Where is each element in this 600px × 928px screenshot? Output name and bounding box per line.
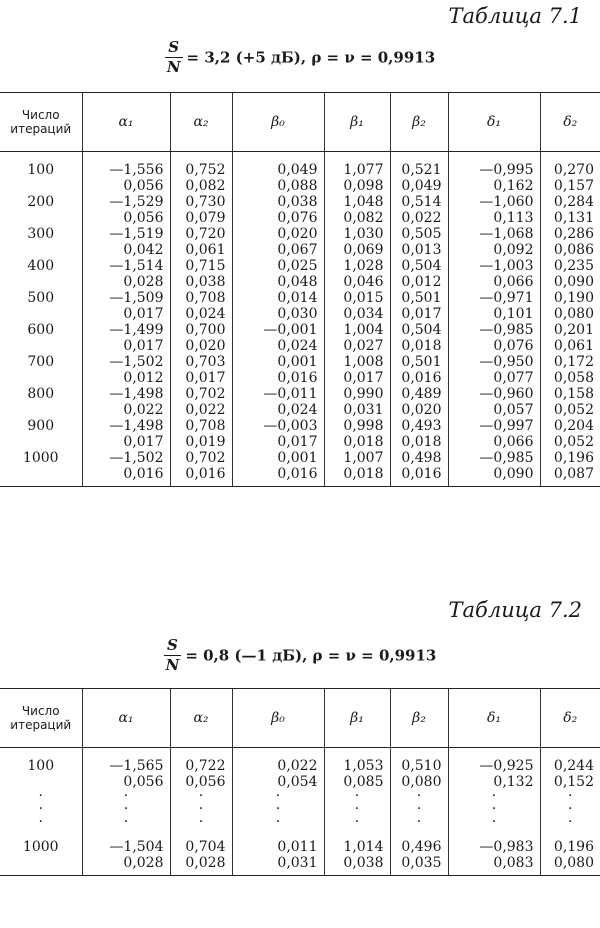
table-row [0, 402, 600, 418]
table-row [0, 338, 600, 354]
table-row [0, 178, 600, 194]
mean-cell: —0,985 [448, 322, 540, 338]
mean-cell: 0,270 [540, 162, 600, 178]
fraction-denominator: N [165, 656, 180, 674]
deviation-cell: 0,090 [540, 274, 600, 290]
deviation-cell: 0,022 [82, 402, 170, 418]
table-row [0, 274, 600, 290]
deviation-cell: 0,020 [390, 402, 448, 418]
table-row [0, 466, 600, 487]
deviation-cell: 0,022 [170, 402, 232, 418]
iterations-cell: 700 [27, 354, 55, 370]
deviation-cell: 0,016 [390, 370, 448, 386]
header-iterations: Число итераций [0, 93, 82, 152]
deviation-cell: 0,035 [390, 855, 448, 876]
mean-cell: —1,504 [82, 839, 170, 855]
header-param: β₁ [324, 93, 390, 152]
mean-cell: 0,702 [170, 386, 232, 402]
mean-cell: —1,529 [82, 194, 170, 210]
mean-cell: 0,752 [170, 162, 232, 178]
mean-cell: —1,502 [82, 450, 170, 466]
deviation-cell: 0,017 [324, 370, 390, 386]
deviation-cell: 0,017 [82, 338, 170, 354]
header-param: β₂ [390, 93, 448, 152]
deviation-cell: 0,038 [324, 855, 390, 876]
mean-cell: 0,501 [390, 290, 448, 306]
mean-cell: 0,196 [540, 839, 600, 855]
deviation-cell: 0,080 [540, 306, 600, 322]
deviation-cell: 0,018 [324, 434, 390, 450]
header-param: β₁ [324, 689, 390, 748]
mean-cell: —1,498 [82, 386, 170, 402]
mean-cell: 1,004 [324, 322, 390, 338]
mean-cell: —0,985 [448, 450, 540, 466]
mean-cell: 0,001 [232, 450, 324, 466]
deviation-cell: 0,113 [448, 210, 540, 226]
deviation-cell: 0,028 [82, 274, 170, 290]
table-row [0, 774, 600, 790]
deviation-cell: 0,012 [390, 274, 448, 290]
deviation-cell: 0,098 [324, 178, 390, 194]
mean-cell: 0,498 [390, 450, 448, 466]
deviation-cell: 0,066 [448, 434, 540, 450]
deviation-cell: 0,016 [232, 370, 324, 386]
snr-formula [0, 38, 600, 77]
mean-cell: 0,510 [390, 758, 448, 774]
deviation-cell: 0,054 [232, 774, 324, 790]
deviation-cell: 0,046 [324, 274, 390, 290]
iterations-cell: 1000 [22, 839, 59, 855]
fraction [164, 636, 182, 675]
mean-cell: —1,060 [448, 194, 540, 210]
mean-cell: 0,702 [170, 450, 232, 466]
mean-cell: 1,030 [324, 226, 390, 242]
formula-text: = 0,8 (—1 дБ), ρ = ν = 0,9913 [185, 646, 437, 665]
mean-cell: 0,204 [540, 418, 600, 434]
deviation-cell: 0,087 [540, 466, 600, 487]
mean-cell: 0,700 [170, 322, 232, 338]
mean-cell: 0,172 [540, 354, 600, 370]
mean-cell: 0,715 [170, 258, 232, 274]
deviation-cell: 0,017 [82, 434, 170, 450]
mean-cell: 0,022 [232, 758, 324, 774]
mean-cell: —1,499 [82, 322, 170, 338]
mean-cell: 0,505 [390, 226, 448, 242]
deviation-cell: 0,069 [324, 242, 390, 258]
mean-cell: 0,501 [390, 354, 448, 370]
mean-cell: 0,025 [232, 258, 324, 274]
fraction-numerator: S [165, 38, 183, 58]
header-param: α₂ [170, 689, 232, 748]
deviation-cell: 0,016 [232, 466, 324, 487]
mean-cell: —0,995 [448, 162, 540, 178]
mean-cell: 0,998 [324, 418, 390, 434]
table-row [0, 354, 600, 370]
deviation-cell: 0,018 [390, 338, 448, 354]
mean-cell: 1,007 [324, 450, 390, 466]
mean-cell: —0,001 [232, 322, 324, 338]
results-table-7-2: Число итераций α₁ α₂ β₀ β₁ β₂ δ₁ δ₂ 100 —1,565 0,722 0,022 1,053 0,510 —0,925 0,244 0,056 0,056 0,054 0,085 0,080 0,132 0,152 · · · · · · · · · · · · · · · · · · · · · · · · 1000 —1,504 0,704 0,011 1,014 0,496 —0,983 0,196 0,028 0,028 0,031 0,038 0,035 0,083 0,080 [0, 688, 600, 876]
mean-cell: —0,960 [448, 386, 540, 402]
deviation-cell: 0,131 [540, 210, 600, 226]
mean-cell: —1,502 [82, 354, 170, 370]
mean-cell: 0,038 [232, 194, 324, 210]
table-row [0, 162, 600, 178]
iterations-cell: 100 [27, 758, 55, 774]
iterations-cell: 600 [27, 322, 55, 338]
deviation-cell: 0,018 [390, 434, 448, 450]
mean-cell: —1,003 [448, 258, 540, 274]
header-row [0, 689, 600, 748]
table-row [0, 194, 600, 210]
header-param: β₂ [390, 689, 448, 748]
iterations-cell: 1000 [22, 450, 59, 466]
deviation-cell: 0,061 [170, 242, 232, 258]
mean-cell: 0,001 [232, 354, 324, 370]
iterations-cell: 800 [27, 386, 55, 402]
mean-cell: 0,201 [540, 322, 600, 338]
deviation-cell: 0,077 [448, 370, 540, 386]
table-row [0, 758, 600, 774]
mean-cell: 0,190 [540, 290, 600, 306]
mean-cell: —0,997 [448, 418, 540, 434]
deviation-cell: 0,056 [82, 178, 170, 194]
deviation-cell: 0,052 [540, 402, 600, 418]
mean-cell: —1,565 [82, 758, 170, 774]
mean-cell: 1,028 [324, 258, 390, 274]
deviation-cell: 0,042 [82, 242, 170, 258]
deviation-cell: 0,157 [540, 178, 600, 194]
table-row [0, 418, 600, 434]
deviation-cell: 0,034 [324, 306, 390, 322]
table-row [0, 242, 600, 258]
deviation-cell: 0,152 [540, 774, 600, 790]
header-param: δ₂ [540, 93, 600, 152]
deviation-cell: 0,028 [82, 855, 170, 876]
deviation-cell: 0,030 [232, 306, 324, 322]
header-param: δ₁ [448, 93, 540, 152]
mean-cell: —0,011 [232, 386, 324, 402]
deviation-cell: 0,056 [82, 210, 170, 226]
deviation-cell: 0,052 [540, 434, 600, 450]
deviation-cell: 0,017 [170, 370, 232, 386]
deviation-cell: 0,019 [170, 434, 232, 450]
mean-cell: 1,077 [324, 162, 390, 178]
deviation-cell: 0,031 [232, 855, 324, 876]
deviation-cell: 0,058 [540, 370, 600, 386]
table-row [0, 855, 600, 876]
mean-cell: 1,048 [324, 194, 390, 210]
deviation-cell: 0,024 [232, 402, 324, 418]
table-row [0, 306, 600, 322]
fraction-denominator: N [166, 58, 181, 76]
deviation-cell: 0,016 [170, 466, 232, 487]
iterations-cell: 900 [27, 418, 55, 434]
table-row [0, 210, 600, 226]
mean-cell: 0,708 [170, 290, 232, 306]
deviation-cell: 0,086 [540, 242, 600, 258]
table-row [0, 290, 600, 306]
deviation-cell: 0,016 [82, 466, 170, 487]
deviation-cell: 0,085 [324, 774, 390, 790]
table-row [0, 450, 600, 466]
deviation-cell: 0,076 [232, 210, 324, 226]
fraction-numerator: S [164, 636, 182, 656]
iterations-cell: 500 [27, 290, 55, 306]
table-row [0, 839, 600, 855]
fraction [165, 38, 183, 77]
deviation-cell: 0,048 [232, 274, 324, 290]
deviation-cell: 0,056 [170, 774, 232, 790]
deviation-cell: 0,066 [448, 274, 540, 290]
table-row [0, 386, 600, 402]
mean-cell: —0,950 [448, 354, 540, 370]
deviation-cell: 0,018 [324, 466, 390, 487]
mean-cell: 0,514 [390, 194, 448, 210]
table-row [0, 370, 600, 386]
deviation-cell: 0,020 [170, 338, 232, 354]
mean-cell: 1,053 [324, 758, 390, 774]
results-table-7-1 [0, 92, 600, 487]
deviation-cell: 0,056 [82, 774, 170, 790]
header-iterations: Число итераций [0, 689, 82, 748]
mean-cell: —1,556 [82, 162, 170, 178]
header-param: δ₁ [448, 689, 540, 748]
mean-cell: —1,498 [82, 418, 170, 434]
deviation-cell: 0,016 [390, 466, 448, 487]
mean-cell: 1,008 [324, 354, 390, 370]
mean-cell: 0,708 [170, 418, 232, 434]
mean-cell: 0,493 [390, 418, 448, 434]
deviation-cell: 0,088 [232, 178, 324, 194]
mean-cell: 0,489 [390, 386, 448, 402]
deviation-cell: 0,024 [232, 338, 324, 354]
mean-cell: —0,971 [448, 290, 540, 306]
mean-cell: —1,068 [448, 226, 540, 242]
snr-formula [0, 636, 600, 675]
deviation-cell: 0,049 [390, 178, 448, 194]
header-param: α₂ [170, 93, 232, 152]
deviation-cell: 0,024 [170, 306, 232, 322]
iterations-cell: 100 [27, 162, 55, 178]
mean-cell: 0,196 [540, 450, 600, 466]
deviation-cell: 0,027 [324, 338, 390, 354]
mean-cell: 0,014 [232, 290, 324, 306]
mean-cell: 0,703 [170, 354, 232, 370]
deviation-cell: 0,057 [448, 402, 540, 418]
table-row [0, 258, 600, 274]
header-param: β₀ [232, 689, 324, 748]
mean-cell: 0,504 [390, 258, 448, 274]
deviation-cell: 0,022 [390, 210, 448, 226]
deviation-cell: 0,013 [390, 242, 448, 258]
header-row [0, 93, 600, 152]
mean-cell: 0,049 [232, 162, 324, 178]
table-row [0, 226, 600, 242]
mean-cell: 0,990 [324, 386, 390, 402]
mean-cell: 0,286 [540, 226, 600, 242]
table-row [0, 322, 600, 338]
table-caption: Таблица 7.1 [448, 4, 582, 28]
mean-cell: 0,521 [390, 162, 448, 178]
mean-cell: —0,925 [448, 758, 540, 774]
mean-cell: 0,015 [324, 290, 390, 306]
deviation-cell: 0,092 [448, 242, 540, 258]
deviation-cell: 0,090 [448, 466, 540, 487]
mean-cell: 0,496 [390, 839, 448, 855]
mean-cell: 0,730 [170, 194, 232, 210]
mean-cell: 0,704 [170, 839, 232, 855]
mean-cell: —0,983 [448, 839, 540, 855]
mean-cell: —1,514 [82, 258, 170, 274]
deviation-cell: 0,012 [82, 370, 170, 386]
iterations-cell: 200 [27, 194, 55, 210]
deviation-cell: 0,083 [448, 855, 540, 876]
deviation-cell: 0,017 [390, 306, 448, 322]
formula-text: = 3,2 (+5 дБ), ρ = ν = 0,9913 [186, 48, 436, 67]
deviation-cell: 0,061 [540, 338, 600, 354]
header-param: α₁ [82, 93, 170, 152]
deviation-cell: 0,080 [390, 774, 448, 790]
mean-cell: —0,003 [232, 418, 324, 434]
deviation-cell: 0,082 [170, 178, 232, 194]
deviation-cell: 0,162 [448, 178, 540, 194]
mean-cell: 0,720 [170, 226, 232, 242]
deviation-cell: 0,080 [540, 855, 600, 876]
deviation-cell: 0,067 [232, 242, 324, 258]
deviation-cell: 0,017 [232, 434, 324, 450]
header-param: δ₂ [540, 689, 600, 748]
mean-cell: 0,020 [232, 226, 324, 242]
mean-cell: —1,519 [82, 226, 170, 242]
table-caption: Таблица 7.2 [448, 598, 582, 622]
deviation-cell: 0,017 [82, 306, 170, 322]
header-param: α₁ [82, 689, 170, 748]
mean-cell: —1,509 [82, 290, 170, 306]
deviation-cell: 0,038 [170, 274, 232, 290]
mean-cell: 1,014 [324, 839, 390, 855]
mean-cell: 0,011 [232, 839, 324, 855]
deviation-cell: 0,076 [448, 338, 540, 354]
iterations-cell: 400 [27, 258, 55, 274]
header-param: β₀ [232, 93, 324, 152]
mean-cell: 0,284 [540, 194, 600, 210]
mean-cell: 0,244 [540, 758, 600, 774]
mean-cell: 0,235 [540, 258, 600, 274]
deviation-cell: 0,079 [170, 210, 232, 226]
mean-cell: 0,722 [170, 758, 232, 774]
deviation-cell: 0,082 [324, 210, 390, 226]
table-row [0, 434, 600, 450]
mean-cell: 0,158 [540, 386, 600, 402]
iterations-cell: 300 [27, 226, 55, 242]
deviation-cell: 0,031 [324, 402, 390, 418]
deviation-cell: 0,101 [448, 306, 540, 322]
deviation-cell: 0,028 [170, 855, 232, 876]
mean-cell: 0,504 [390, 322, 448, 338]
deviation-cell: 0,132 [448, 774, 540, 790]
